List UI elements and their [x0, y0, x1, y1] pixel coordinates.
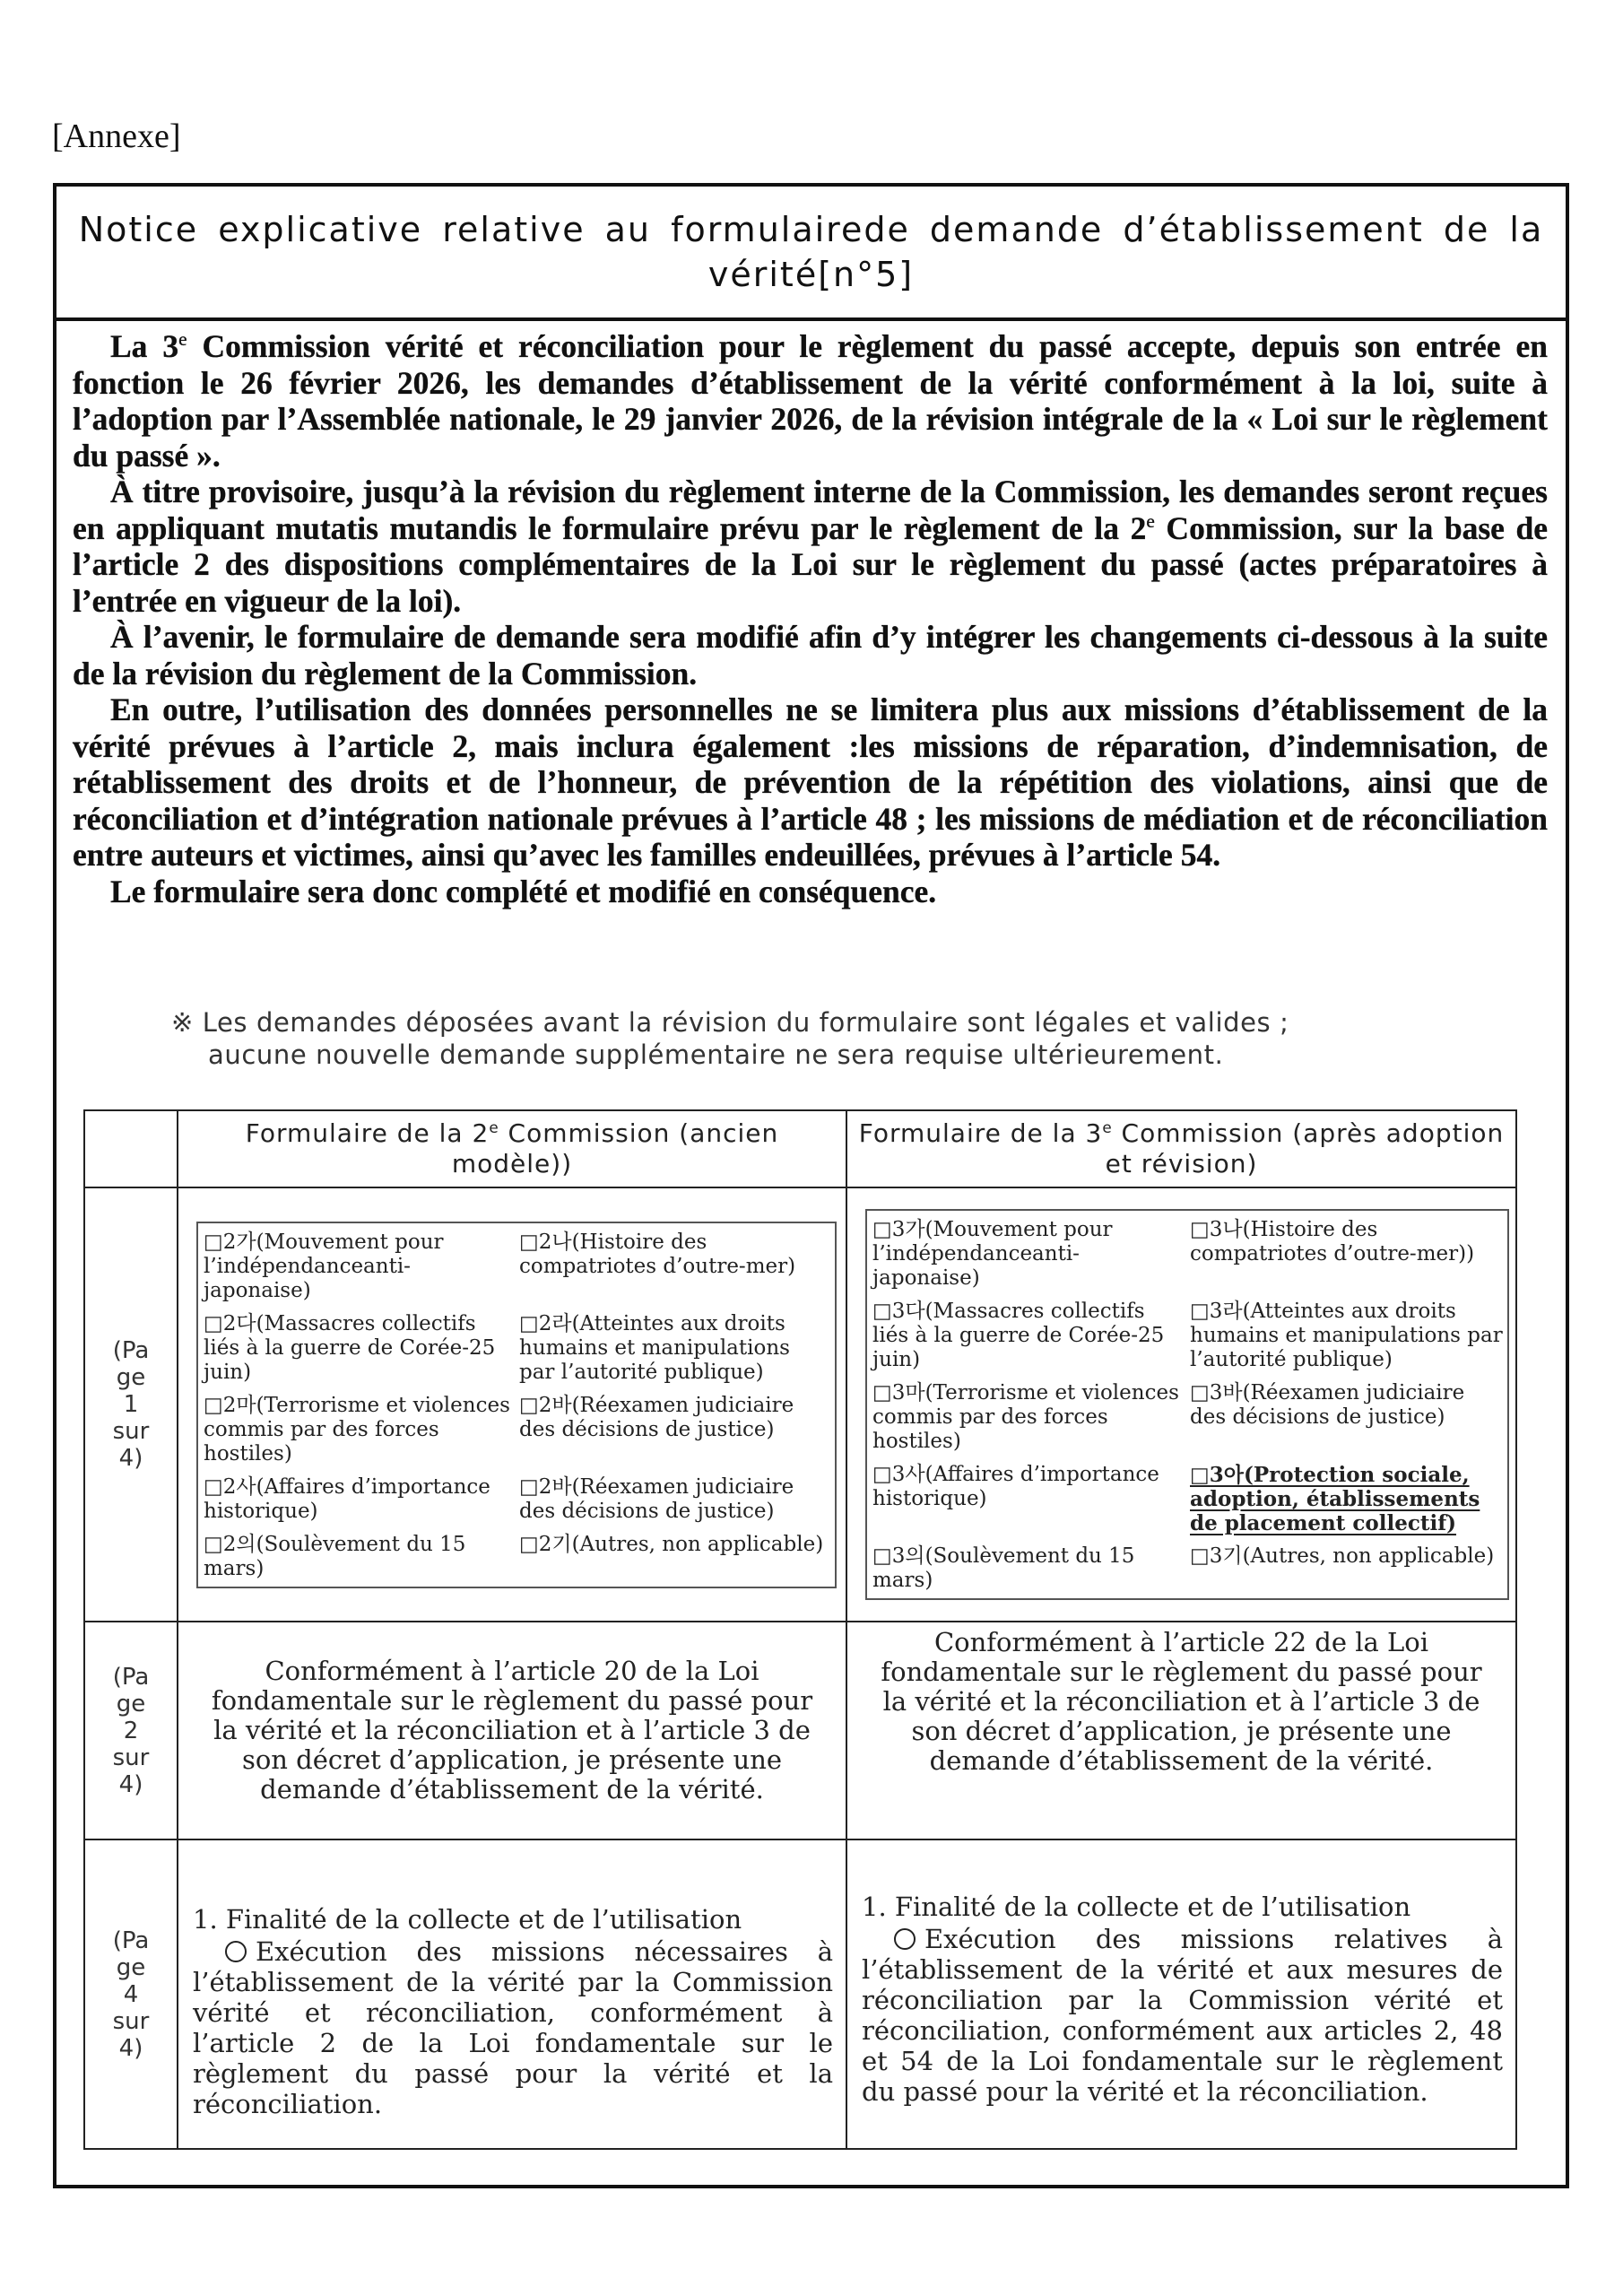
- category-checkbox[interactable]: □2마(Terrorisme et violences commis par des forces hostiles): [204, 1393, 510, 1465]
- table-row: [84, 1622, 1516, 1839]
- category-checkbox[interactable]: □3마(Terrorisme et violences commis par des forces hostiles): [872, 1381, 1179, 1453]
- old-categories-cell: [178, 1187, 846, 1622]
- new-category-box: [865, 1209, 1509, 1600]
- page-label: (Pa ge 4 sur 4): [84, 1839, 178, 2149]
- comparison-table: [83, 1109, 1517, 2150]
- category-checkbox[interactable]: □2나(Histoire des compatriotes d’outre-mer): [519, 1230, 796, 1278]
- category-checkbox[interactable]: □2바(Réexamen judiciaire des décisions de justice): [519, 1393, 794, 1441]
- header-old-form: Formulaire de la 2e Commission (ancien modèle)): [178, 1110, 846, 1187]
- intro-paragraph-5: Le formulaire sera donc complété et modifié en conséquence.: [110, 873, 937, 909]
- intro-paragraph-1: La 3e Commission vérité et réconciliation pour le règlement du passé accepte, depuis son entrée en fonction le 26 février 2026, les demandes d’établissement de la vérité conformément à la loi, suite à l’adoption par l’Assemblée nationale, le 29 janvier 2026, de la révision intégrale de la « Loi sur le règlement du passé ».: [73, 328, 1548, 474]
- notice-frame: [53, 183, 1569, 2188]
- page-title: Notice explicative relative au formulairede demande d’établissement de la vérité[n°5]: [78, 210, 1544, 294]
- purpose-body: Exécution des missions nécessaires à l’établissement de la vérité par la Commission vérité et réconciliation, conformément à l’article 2 de la Loi fondamentale sur le règlement du passé pour la vérité et la réconciliation.: [193, 1935, 833, 2119]
- intro-text: [73, 328, 1548, 909]
- purpose-body: Exécution des missions relatives à l’établissement de la vérité et aux mesures de réconciliation par la Commission vérité et réconciliation, conformément aux articles 2, 48 et 54 de la Loi fondamentale sur le règlement du passé pour la vérité et la réconciliation.: [862, 1923, 1503, 2107]
- category-checkbox[interactable]: □3라(Atteintes aux droits humains et manipulations par l’autorité publique): [1190, 1300, 1503, 1371]
- intro-paragraph-2: À titre provisoire, jusqu’à la révision du règlement interne de la Commission, les demandes seront reçues en appliquant mutatis mutandis le formulaire prévu par le règlement de la 2e Commission, sur la base de l’article 2 des dispositions complémentaires de la Loi sur le règlement du passé (actes préparatoires à l’entrée en vigueur de la loi).: [73, 474, 1549, 619]
- new-declaration: Conformément à l’article 22 de la Loi fondamentale sur le règlement du passé pour la vérité et la réconciliation et à l’article 3 de son décret d’application, je présente une demande d’établissement de la vérité.: [846, 1622, 1516, 1839]
- purpose-heading: 1. Finalité de la collecte et de l’utilisation: [862, 1891, 1411, 1922]
- category-checkbox[interactable]: □3의(Soulèvement du 15 mars): [872, 1544, 1135, 1592]
- category-checkbox[interactable]: □3사(Affaires d’importance historique): [872, 1463, 1159, 1510]
- page-label: (Pa ge 2 sur 4): [84, 1622, 178, 1839]
- reference-mark-icon: ※: [171, 1007, 194, 1038]
- category-checkbox[interactable]: □2다(Massacres collectifs liés à la guerre de Corée-25 juin): [204, 1311, 496, 1384]
- category-checkbox[interactable]: □2의(Soulèvement du 15 mars): [204, 1532, 466, 1580]
- category-checkbox[interactable]: □2가(Mouvement pour l’indépendanceanti-japonaise): [204, 1230, 444, 1302]
- category-checkbox[interactable]: □3바(Réexamen judiciaire des décisions de justice): [1190, 1381, 1465, 1429]
- note-line-1: Les demandes déposées avant la révision du formulaire sont légales et valides ;: [202, 1007, 1289, 1038]
- header-empty-cell: [84, 1110, 178, 1187]
- category-checkbox[interactable]: □2사(Affaires d’importance historique): [204, 1474, 490, 1523]
- old-purpose: [178, 1839, 846, 2149]
- intro-paragraph-3: À l’avenir, le formulaire de demande sera modifié afin d’y intégrer les changements ci-dessous à la suite de la révision du règlement de la Commission.: [73, 619, 1548, 691]
- purpose-heading: 1. Finalité de la collecte et de l’utilisation: [193, 1903, 742, 1935]
- title-box: [56, 187, 1566, 321]
- category-checkbox[interactable]: □2바(Réexamen judiciaire des décisions de justice): [519, 1474, 794, 1523]
- category-checkbox[interactable]: □2기(Autres, non applicable): [519, 1532, 824, 1556]
- circle-bullet-icon: [225, 1941, 247, 1962]
- category-checkbox-new-highlighted[interactable]: □3아(Protection sociale, adoption, établissements de placement collectif): [1190, 1463, 1480, 1535]
- intro-paragraph-4: En outre, l’utilisation des données personnelles ne se limitera plus aux missions d’établissement de la vérité prévues à l’article 2, mais inclura également :les missions de réparation, d’indemnisation, de rétablissement des droits et de l’honneur, de prévention de la répétition des violations, ainsi que de réconciliation et d’intégration nationale prévues à l’article 48 ; les missions de médiation et de réconciliation entre auteurs et victimes, ainsi qu’avec les familles endeuillées, prévues à l’article 54.: [73, 691, 1548, 873]
- circle-bullet-icon: [894, 1928, 916, 1950]
- note-line-2: aucune nouvelle demande supplémentaire ne sera requise ultérieurement.: [208, 1039, 1224, 1070]
- new-purpose: [846, 1839, 1516, 2149]
- table-header-row: [84, 1110, 1516, 1187]
- header-new-form: Formulaire de la 3e Commission (après adoption et révision): [846, 1110, 1516, 1187]
- category-checkbox[interactable]: □3나(Histoire des compatriotes d’outre-mer)): [1190, 1218, 1475, 1265]
- page-label: (Pa ge 1 sur 4): [84, 1187, 178, 1622]
- validity-note: [171, 1006, 1512, 1071]
- category-checkbox[interactable]: □3다(Massacres collectifs liés à la guerre de Corée-25 juin): [872, 1300, 1165, 1371]
- category-checkbox[interactable]: □2라(Atteintes aux droits humains et manipulations par l’autorité publique): [519, 1311, 790, 1384]
- new-categories-cell: [846, 1187, 1516, 1622]
- old-declaration: Conformément à l’article 20 de la Loi fondamentale sur le règlement du passé pour la vérité et la réconciliation et à l’article 3 de son décret d’application, je présente une demande d’établissement de la vérité.: [178, 1622, 846, 1839]
- category-checkbox[interactable]: □3기(Autres, non applicable): [1190, 1544, 1495, 1568]
- table-row: [84, 1187, 1516, 1622]
- annex-label: [Annexe]: [52, 117, 181, 155]
- old-category-box: [196, 1222, 837, 1588]
- table-row: [84, 1839, 1516, 2149]
- category-checkbox[interactable]: □3가(Mouvement pour l’indépendanceanti-japonaise): [872, 1218, 1113, 1290]
